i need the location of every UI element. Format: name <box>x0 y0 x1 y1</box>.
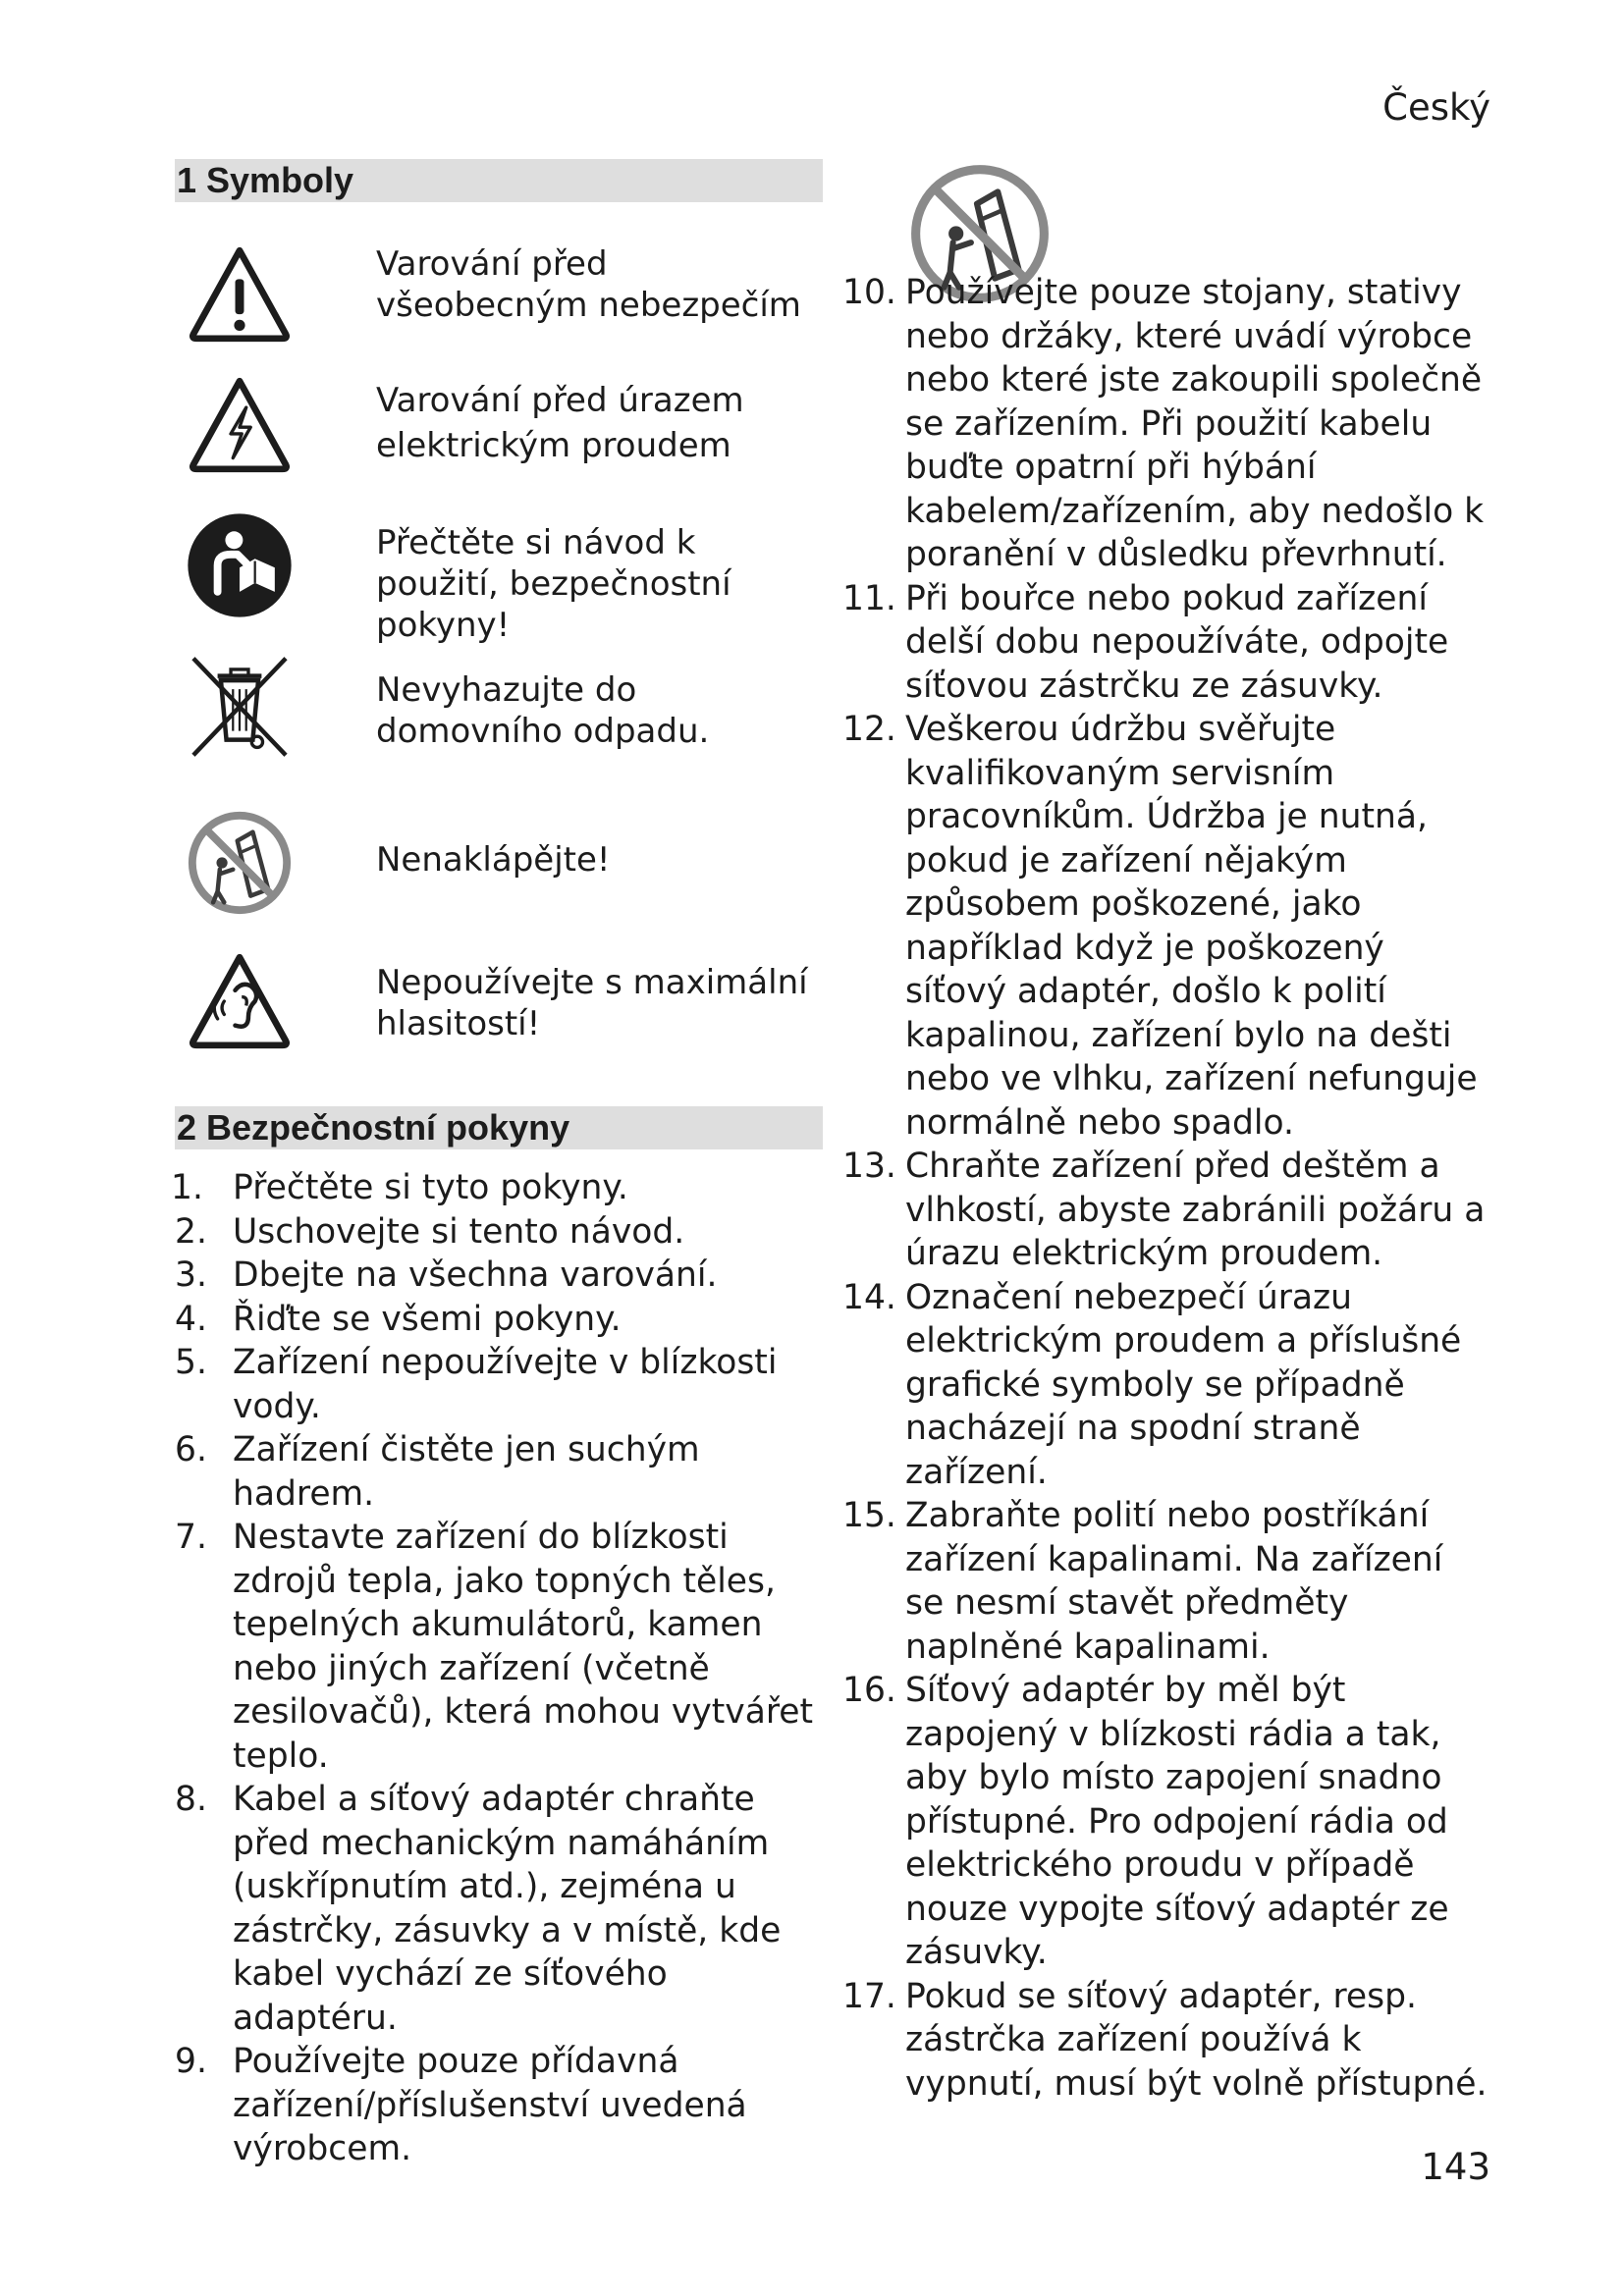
item-number: 3. <box>175 1255 207 1295</box>
item-text: Označení nebezpečí úrazu elektrickým proudem a příslušné grafické symboly se případně nacházejí na spodní straně zařízení. <box>905 1277 1462 1492</box>
list-item <box>175 2040 831 2171</box>
list-item <box>175 1298 831 1342</box>
item-number: 6. <box>175 1430 207 1469</box>
item-text: Zabraňte polití nebo postříkání zařízení kapalinami. Na zařízení se nesmí stavět předměty naplněné kapalinami. <box>905 1496 1443 1667</box>
item-text: Chraňte zařízení před deštěm a vlhkostí, abyste zabránili požáru a úrazu elektrickým proudem. <box>905 1147 1486 1273</box>
item-text: Používejte pouze přídavná zařízení/příslušenství uvedená výrobcem. <box>233 2042 747 2168</box>
list-item <box>842 1669 1490 1975</box>
symbol-row <box>175 839 823 947</box>
symbol-description: Varování před všeobecným nebezpečím <box>376 244 801 325</box>
list-item <box>842 271 1490 577</box>
hearing-warning-icon <box>185 946 295 1056</box>
item-number: 17. <box>842 1976 896 2016</box>
item-number: 14. <box>842 1277 896 1317</box>
no-tipping-icon <box>185 808 295 918</box>
item-text: Zařízení čistěte jen suchým hadrem. <box>233 1430 700 1514</box>
item-text: Síťový adaptér by měl být zapojený v blízkosti rádia a tak, aby bylo místo zapojení snadno přístupné. Pro odpojení rádia od elektrického proudu v případě nouze vypojte síťový adaptér ze zásuvky. <box>905 1671 1449 1972</box>
symbol-description: Nepoužívejte s maximální hlasitostí! <box>376 963 808 1043</box>
list-item <box>175 1254 831 1298</box>
symbol-description: Nevyhazujte do domovního odpadu. <box>376 670 710 751</box>
item-number: 11. <box>842 578 896 618</box>
symbol-description: Nenaklápějte! <box>376 840 611 880</box>
list-item <box>175 1778 831 2040</box>
symbol-row <box>175 243 823 351</box>
item-text: Přečtěte si tyto pokyny. <box>233 1168 628 1207</box>
symbol-row <box>175 962 823 1070</box>
electric-shock-warning-icon <box>185 370 295 480</box>
item-number: 12. <box>842 710 896 749</box>
safety-instructions-list-right <box>842 271 1490 2106</box>
symbol-row <box>175 669 823 777</box>
item-number: 1. <box>171 1168 203 1207</box>
list-item <box>842 577 1490 709</box>
item-number: 15. <box>842 1496 896 1535</box>
item-number: 4. <box>175 1299 207 1339</box>
list-item <box>175 1428 831 1516</box>
symbol-description: Varování před úrazem elektrickým proudem <box>376 381 744 465</box>
page-number: 143 <box>1421 2146 1490 2188</box>
read-manual-icon <box>185 510 295 620</box>
safety-instructions-list-left <box>171 1166 831 2171</box>
list-item <box>842 1145 1490 1276</box>
symbol-row <box>175 522 823 645</box>
list-item <box>842 708 1490 1145</box>
item-text: Nestavte zařízení do blízkosti zdrojů tepla, jako topných těles, tepelných akumulátorů, kamen nebo jiných zařízení (včetně zesilovačů), která mohou vytvářet teplo. <box>233 1518 814 1776</box>
item-number: 16. <box>842 1671 896 1710</box>
list-item <box>175 1341 831 1428</box>
item-number: 8. <box>175 1780 207 1819</box>
symbol-description: Přečtěte si návod k použití, bezpečnostní pokyny! <box>376 523 731 645</box>
item-text: Dbejte na všechna varování. <box>233 1255 718 1295</box>
item-text: Zařízení nepoužívejte v blízkosti vody. <box>233 1343 778 1426</box>
symbol-row <box>175 378 823 486</box>
item-text: Kabel a síťový adaptér chraňte před mechanickým namáháním (uskřípnutím atd.), zejména u zástrčky, zásuvky a v místě, kde kabel vychází ze síťového adaptéru. <box>233 1780 782 2038</box>
list-item <box>175 1516 831 1778</box>
item-number: 13. <box>842 1147 896 1186</box>
item-number: 7. <box>175 1518 207 1557</box>
section-heading-symbols: 1 Symboly <box>175 159 823 202</box>
language-label: Český <box>1382 86 1490 129</box>
item-text: Pokud se síťový adaptér, resp. zástrčka zařízení používá k vypnutí, musí být volně přístupné. <box>905 1976 1488 2104</box>
item-number: 10. <box>842 273 896 312</box>
item-text: Uschovejte si tento návod. <box>233 1211 685 1252</box>
crossed-bin-icon <box>185 652 295 762</box>
item-number: 5. <box>175 1343 207 1382</box>
list-item <box>175 1210 831 1255</box>
item-text: Při bouřce nebo pokud zařízení delší dobu nepoužíváte, odpojte síťovou zástrčku ze zásuvky. <box>905 578 1449 706</box>
list-item <box>842 1494 1490 1669</box>
item-text: Veškerou údržbu svěřujte kvalifikovaným servisním pracovníkům. Údržba je nutná, pokud je zařízení nějakým způsobem poškozené, jako například když je poškozený síťový adaptér, došlo k polití kapalinou, zařízení bylo na dešti nebo ve vlhku, zařízení nefunguje normálně nebo spadlo. <box>905 710 1478 1143</box>
general-warning-icon <box>185 240 295 349</box>
item-text: Řiďte se všemi pokyny. <box>233 1299 622 1339</box>
list-item <box>842 1276 1490 1495</box>
item-number: 9. <box>175 2042 207 2081</box>
item-number: 2. <box>175 1211 207 1252</box>
list-item <box>842 1975 1490 2107</box>
section-heading-safety: 2 Bezpečnostní pokyny <box>175 1106 823 1149</box>
item-text: Používejte pouze stojany, stativy nebo držáky, které uvádí výrobce nebo které jste zakoupili společně se zařízením. Při použití kabelu buďte opatrní při hýbání kabelem/zařízením, aby nedošlo k poranění v důsledku převrhnutí. <box>905 273 1485 574</box>
list-item <box>171 1166 831 1210</box>
